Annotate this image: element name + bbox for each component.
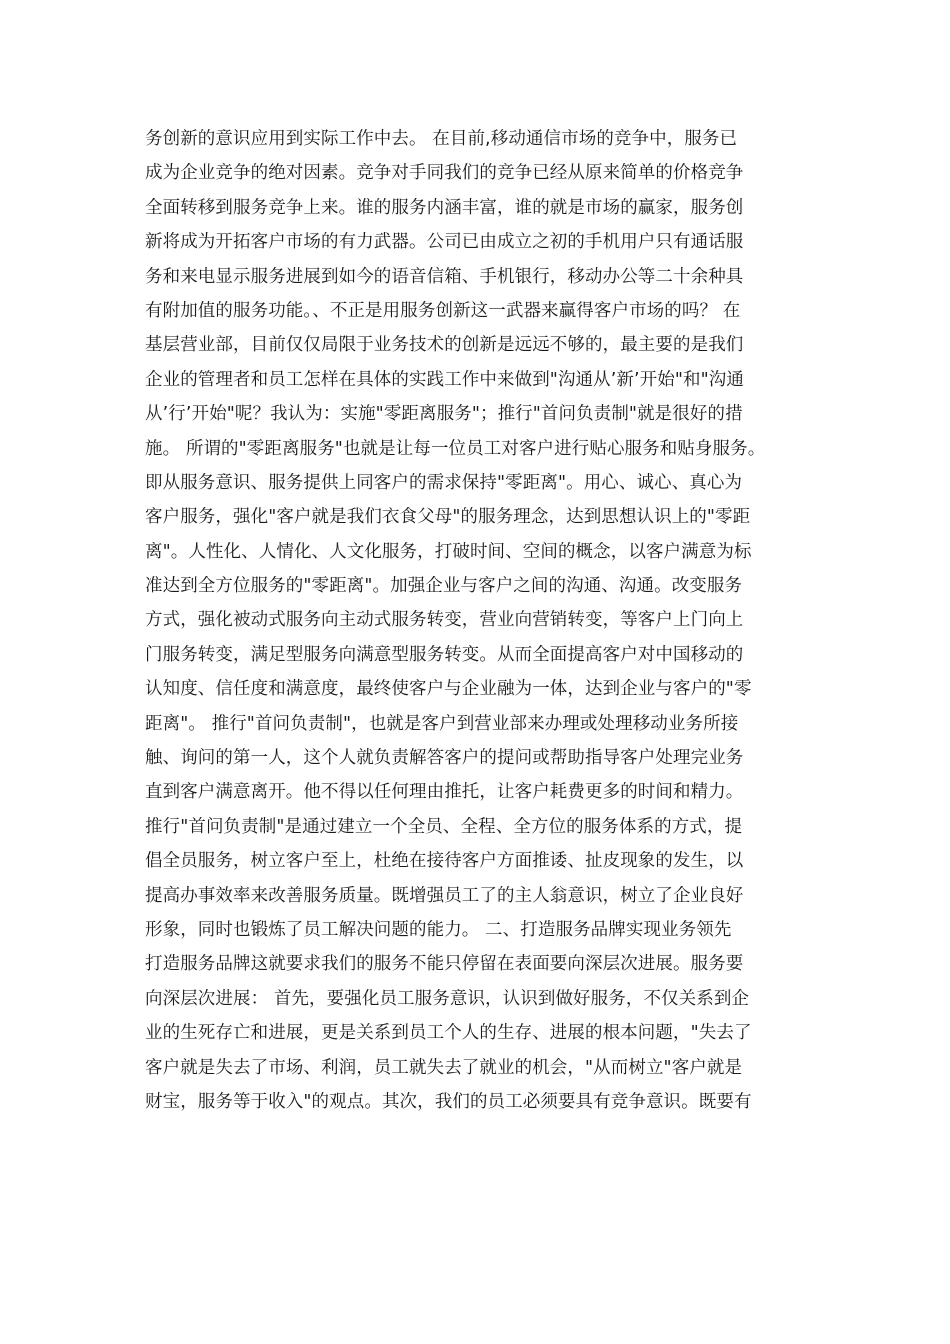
text-line: 推行"首问负责制"是通过建立一个全员、全程、全方位的服务体系的方式，提 [145,816,743,837]
text-line: 形象，同时也锻炼了员工解决问题的能力。 二、打造服务品牌实现业务领先 [145,919,732,940]
text-line: 直到客户满意离开。他不得以任何理由推托，让客户耗费更多的时间和精力。 [145,782,744,803]
text-line: 务创新的意识应用到实际工作中去。 在目前,移动通信市场的竞争中，服务已 [145,129,738,149]
text-line: 倡全员服务，树立客户至上，杜绝在接待客户方面推诿、扯皮现象的发生，以 [145,851,744,872]
text-line: 距离"。 推行"首问负责制"，也就是客户到营业部来办理或处理移动业务所接 [145,713,739,734]
text-line: 认知度、信任度和满意度，最终使客户与企业融为一体，达到企业与客户的"零 [145,679,752,700]
text-line: 施。 所谓的"零距离服务"也就是让每一位员工对客户进行贴心服务和贴身服务。 [145,438,766,459]
text-line: 向深层次进展： 首先，要强化员工服务意识，认识到做好服务，不仅关系到企 [145,988,750,1009]
text-line: 打造服务品牌这就要求我们的服务不能只停留在表面要向深层次进展。服务要 [145,954,744,975]
body-text [145,122,835,1119]
text-line: 客户服务，强化"客户就是我们衣食父母"的服务理念，达到思想认识上的"零距 [145,507,751,528]
text-line: 企业的管理者和员工怎样在具体的实践工作中来做到"沟通从’新’开始"和"沟通 [145,369,744,390]
text-line: 全面转移到服务竞争上来。谁的服务内涵丰富，谁的就是市场的赢家，服务创 [145,197,744,218]
text-line: 财宝，服务等于收入"的观点。其次，我们的员工必须要具有竞争意识。既要有 [145,1091,752,1112]
text-line: 成为企业竞争的绝对因素。竞争对手同我们的竞争已经从原来简单的价格竞争 [145,163,744,184]
text-line: 离"。人性化、人情化、人文化服务，打破时间、空间的概念，以客户满意为标 [145,541,752,562]
text-line: 务和来电显示服务进展到如今的语音信箱、手机银行，移动办公等二十余种具 [145,266,744,287]
text-line: 方式，强化被动式服务向主动式服务转变，营业向营销转变，等客户上门向上 [145,610,744,631]
text-line: 基层营业部，目前仅仅局限于业务技术的创新是远远不够的，最主要的是我们 [145,335,744,356]
text-line: 新将成为开拓客户市场的有力武器。公司已由成立之初的手机用户只有通话服 [145,232,744,253]
text-line: 从’行’开始"呢？我认为：实施"零距离服务"；推行"首问负责制"就是很好的措 [145,404,743,425]
text-line: 有附加值的服务功能。、不正是用服务创新这一武器来赢得客户市场的吗？ 在 [145,300,741,321]
text-line: 提高办事效率来改善服务质量。既增强员工了的主人翁意识，树立了企业良好 [145,885,744,906]
text-line: 客户就是失去了市场、利润，员工就失去了就业的机会，"从而树立"客户就是 [145,1057,743,1078]
text-line: 即从服务意识、服务提供上同客户的需求保持"零距离"。用心、诚心、真心为 [145,472,743,493]
text-line: 触、询问的第一人，这个人就负责解答客户的提问或帮助指导客户处理完业务 [145,748,744,769]
text-line: 门服务转变，满足型服务向满意型服务转变。从而全面提高客户对中国移动的 [145,644,744,665]
text-line: 业的生死存亡和进展，更是关系到员工个人的生存、进展的根本问题，"失去了 [145,1023,752,1044]
text-line: 准达到全方位服务的"零距离"。加强企业与客户之间的沟通、沟通。改变服务 [145,576,743,597]
